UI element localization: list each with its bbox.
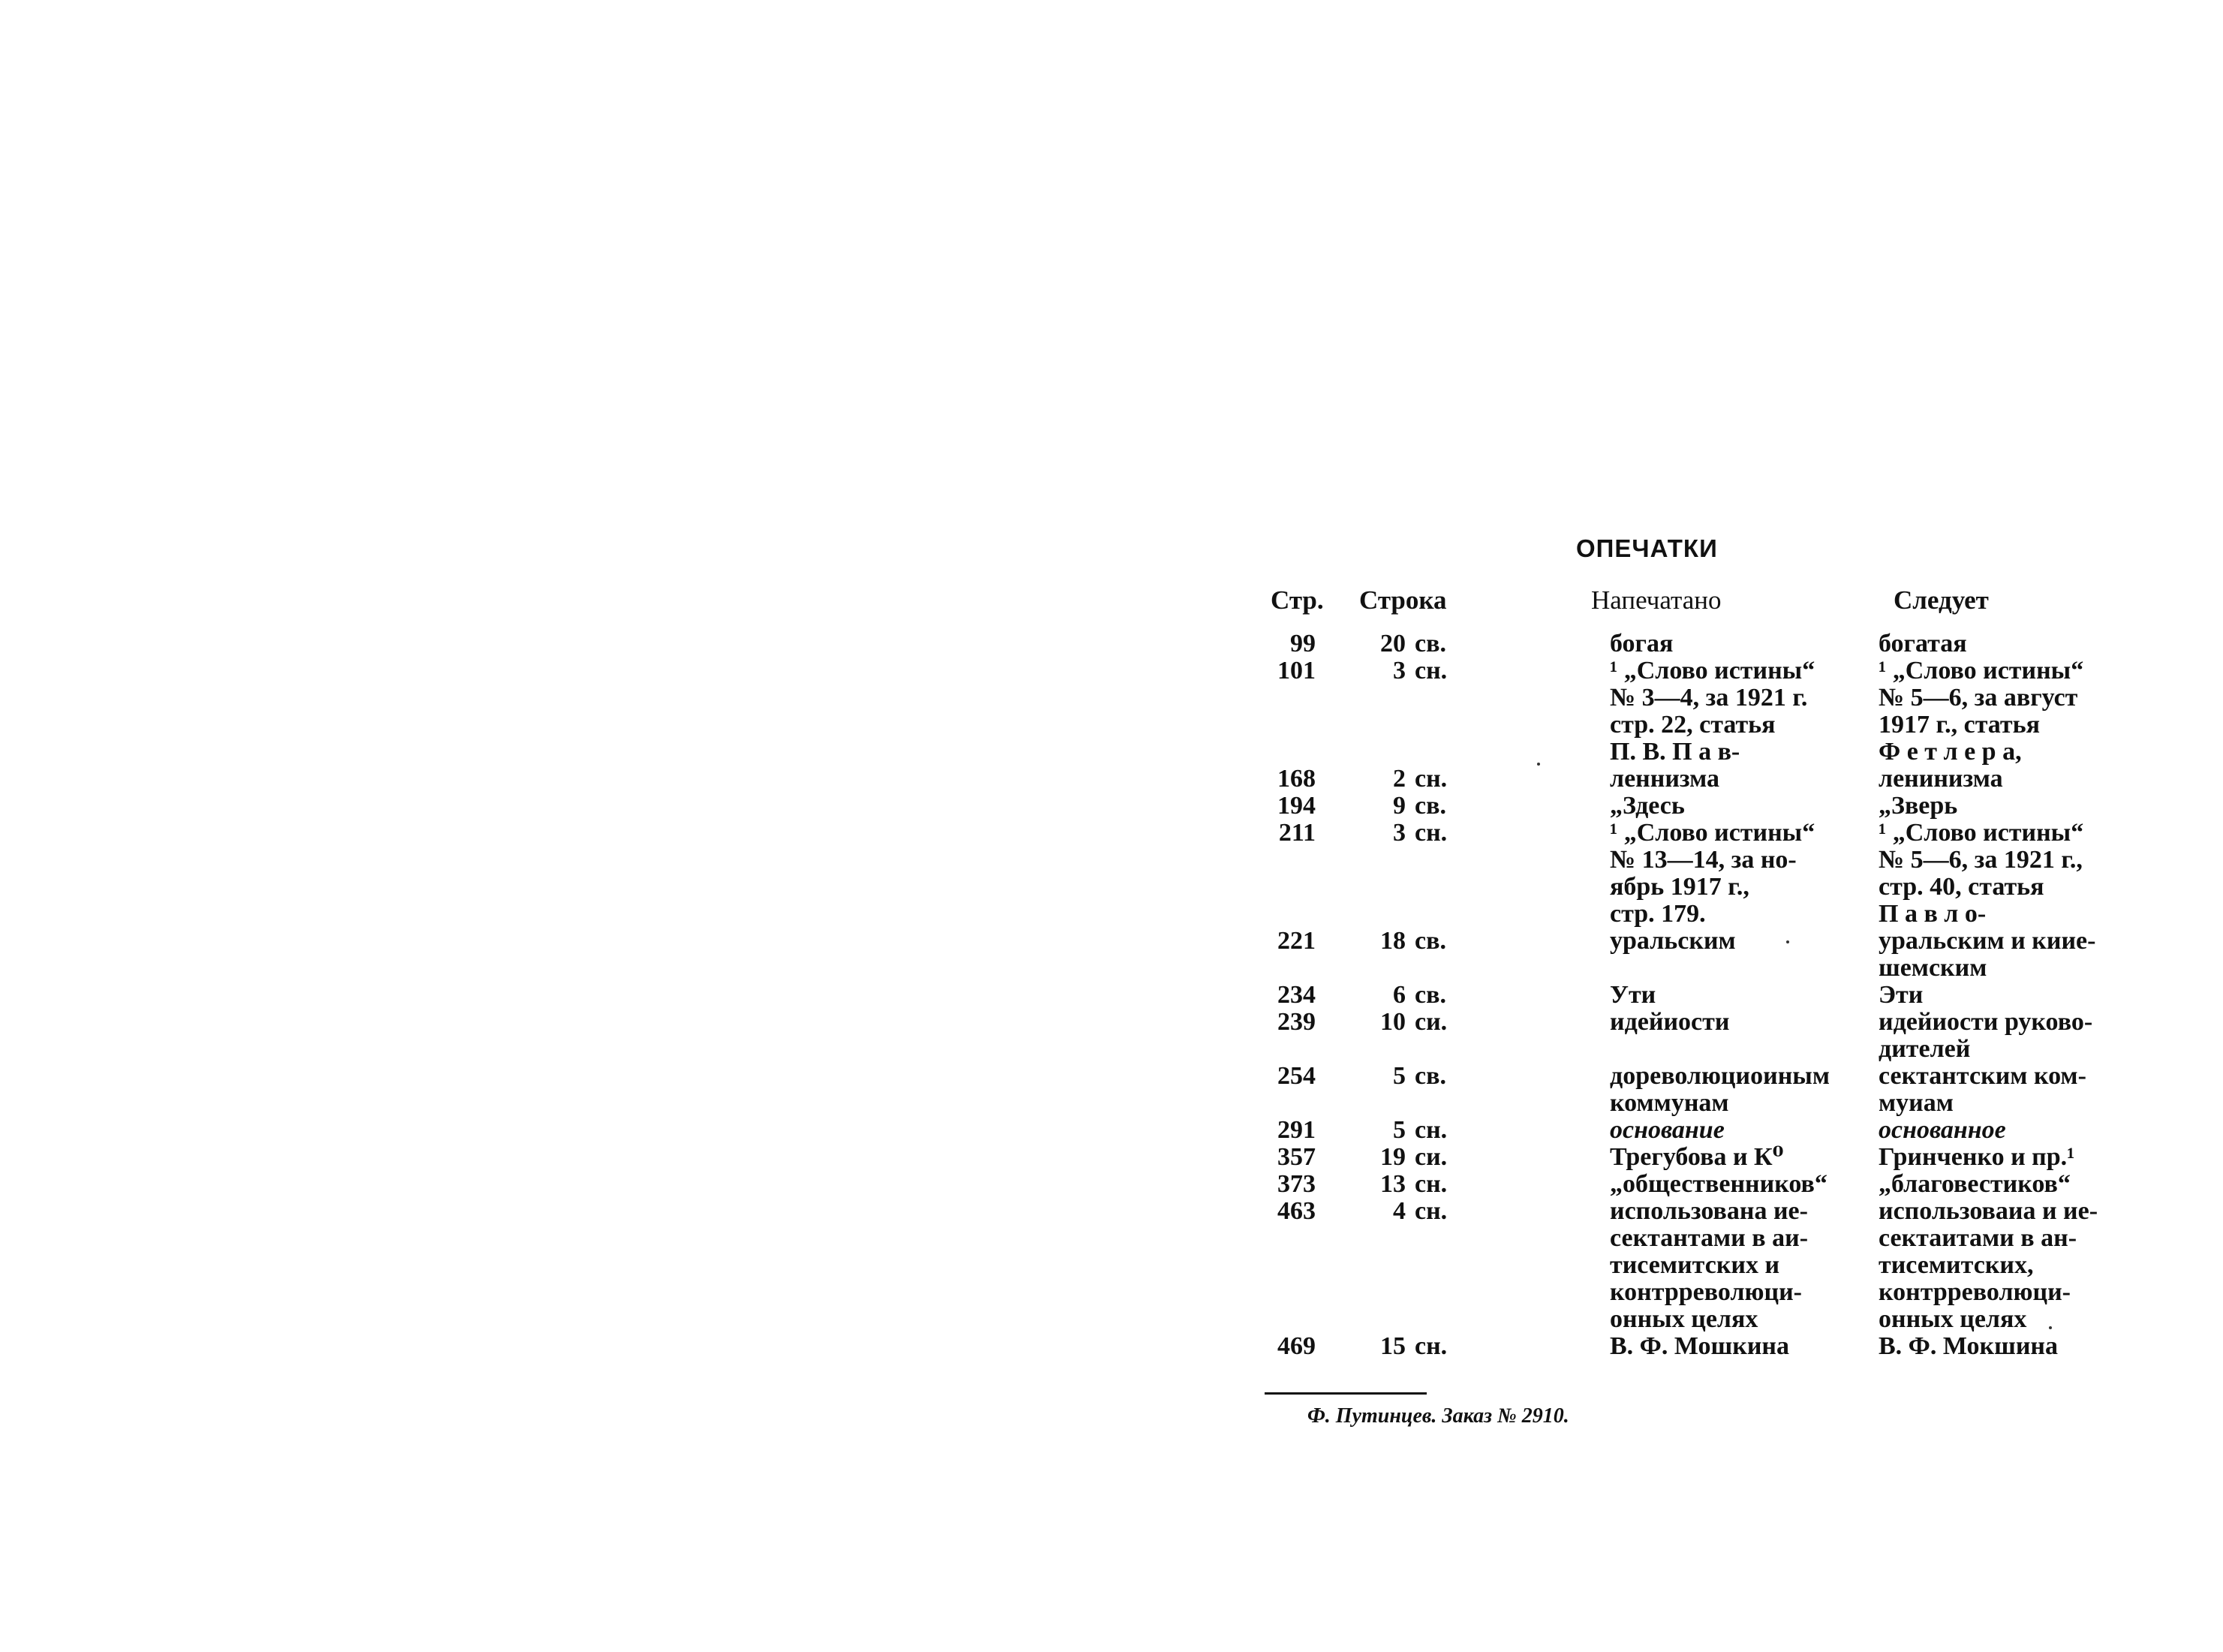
line-direction: сн.: [1415, 1197, 1448, 1225]
correct-text: богатая: [1879, 630, 1967, 657]
correct-text: „благовестиков“: [1879, 1170, 2071, 1198]
correct-text: ¹ „Слово истины“ № 5—6, за 1921 г., стр. 40, статья П а в л о-: [1879, 819, 2084, 928]
correct-text: „Зверь: [1879, 792, 1958, 820]
printed-text: леннизма: [1610, 765, 1720, 793]
printed-text: ¹ „Слово истины“ № 3—4, за 1921 г. стр. 22, статья П. В. П а в-: [1610, 657, 1815, 766]
line-direction: си.: [1415, 1008, 1448, 1036]
line-direction: сн.: [1415, 1332, 1448, 1360]
page-number: 221: [1277, 927, 1316, 955]
page-number: 463: [1277, 1197, 1316, 1225]
printed-text: Трегубова и К⁰: [1610, 1143, 1784, 1171]
printed-text: богая: [1610, 630, 1674, 657]
errata-row: [1263, 1171, 2134, 1198]
errata-row: [1263, 1144, 2134, 1171]
errata-row: [1263, 982, 2134, 1009]
line-direction: сн.: [1415, 1116, 1448, 1144]
printed-text: уральским: [1610, 927, 1736, 955]
page-number: 211: [1278, 819, 1316, 847]
line-number: 5: [1393, 1062, 1406, 1090]
page-number: 239: [1277, 1008, 1316, 1036]
line-direction: си.: [1415, 1143, 1448, 1171]
line-number: 19: [1380, 1143, 1406, 1171]
line-number: 6: [1393, 981, 1406, 1009]
correct-text: идейиости руково- дителей: [1879, 1008, 2093, 1063]
correct-text: Эти: [1879, 981, 1924, 1009]
header-printed: Напечатано: [1591, 585, 1722, 615]
line-direction: св.: [1415, 1062, 1446, 1090]
errata-row: [1263, 1333, 2134, 1360]
errata-title: ОПЕЧАТКИ: [1576, 534, 1718, 562]
line-number: 20: [1380, 630, 1406, 657]
print-speck: [1537, 763, 1540, 766]
header-page: Стр.: [1271, 585, 1324, 615]
page-number: 373: [1277, 1170, 1316, 1198]
page-number: 168: [1277, 765, 1316, 793]
correct-text: уральским и киие- шемским: [1879, 927, 2096, 982]
errata-row: [1263, 1198, 2134, 1333]
page-number: 254: [1277, 1062, 1316, 1090]
line-number: 2: [1393, 765, 1406, 793]
correct-text: ¹ „Слово истины“ № 5—6, за август 1917 г., статья Ф е т л е р а,: [1879, 657, 2084, 766]
page-number: 194: [1277, 792, 1316, 820]
line-direction: сн.: [1415, 657, 1448, 685]
line-direction: св.: [1415, 792, 1446, 820]
errata-row: [1263, 657, 2134, 766]
printed-text: использована ие- сектантами в аи- тисемитских и контрреволюци- онных целях: [1610, 1197, 1809, 1333]
printed-text: В. Ф. Мошкина: [1610, 1332, 1789, 1360]
errata-row: [1263, 793, 2134, 820]
line-direction: св.: [1415, 630, 1446, 657]
line-number: 3: [1393, 819, 1406, 847]
line-number: 18: [1380, 927, 1406, 955]
errata-row: [1263, 630, 2134, 657]
printed-text: „общественников“: [1610, 1170, 1827, 1198]
correct-text: Гринченко и пр.¹: [1879, 1143, 2075, 1171]
line-direction: св.: [1415, 927, 1446, 955]
errata-row: [1263, 1009, 2134, 1063]
errata-rows: [1263, 630, 2134, 1360]
printed-text: дореволюциоиным коммунам: [1610, 1062, 1830, 1117]
line-number: 5: [1393, 1116, 1406, 1144]
line-direction: сн.: [1415, 819, 1448, 847]
printed-text: „Здесь: [1610, 792, 1685, 820]
line-direction: св.: [1415, 981, 1446, 1009]
page-number: 99: [1290, 630, 1316, 657]
errata-row: [1263, 928, 2134, 982]
printed-text: ¹ „Слово истины“ № 13—14, за но- ябрь 1917 г., стр. 179.: [1610, 819, 1815, 928]
line-number: 10: [1380, 1008, 1406, 1036]
correct-text: В. Ф. Мокшина: [1879, 1332, 2058, 1360]
page-number: 469: [1277, 1332, 1316, 1360]
print-speck: [1786, 940, 1789, 943]
correct-text: сектантским ком- муиам: [1879, 1062, 2086, 1117]
line-number: 4: [1393, 1197, 1406, 1225]
line-number: 15: [1380, 1332, 1406, 1360]
printer-imprint: Ф. Путинцев. Заказ № 2910.: [1307, 1404, 1569, 1428]
page-number: 234: [1277, 981, 1316, 1009]
header-correct: Следует: [1894, 585, 1989, 615]
errata-row: [1263, 766, 2134, 793]
footer-rule: [1265, 1392, 1427, 1395]
printed-text: Ути: [1610, 981, 1656, 1009]
errata-row: [1263, 820, 2134, 928]
line-number: 13: [1380, 1170, 1406, 1198]
printed-text: основание: [1610, 1116, 1725, 1144]
correct-text: ленинизма: [1879, 765, 2003, 793]
line-direction: сн.: [1415, 1170, 1448, 1198]
page-number: 101: [1277, 657, 1316, 685]
errata-row: [1263, 1117, 2134, 1144]
printed-text: идейиости: [1610, 1008, 1730, 1036]
header-line: Строка: [1359, 585, 1447, 615]
line-number: 9: [1393, 792, 1406, 820]
print-speck: [2049, 1326, 2052, 1329]
page-number: 291: [1277, 1116, 1316, 1144]
errata-row: [1263, 1063, 2134, 1117]
correct-text: использоваиа и ие- сектаитами в ан- тисемитских, контрреволюци- онных целях: [1879, 1197, 2098, 1333]
correct-text: основанное: [1879, 1116, 2006, 1144]
line-direction: сн.: [1415, 765, 1448, 793]
line-number: 3: [1393, 657, 1406, 685]
page-number: 357: [1277, 1143, 1316, 1171]
